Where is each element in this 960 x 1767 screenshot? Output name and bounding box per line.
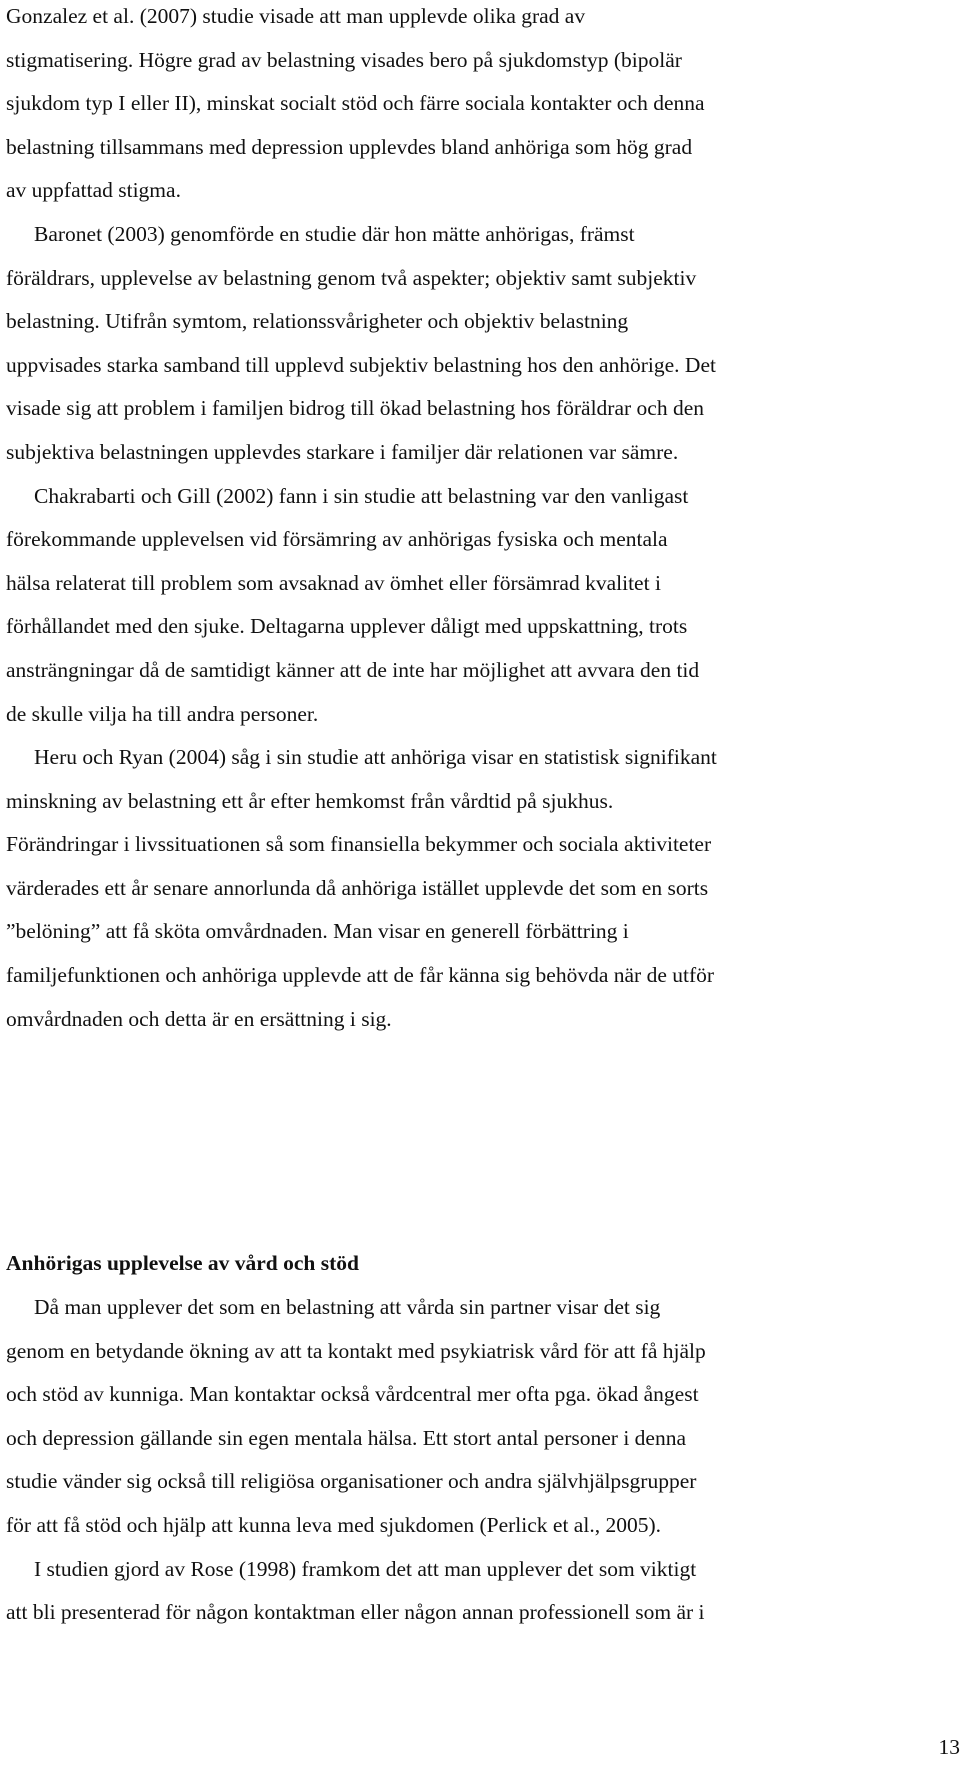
- paragraph-line: belastning. Utifrån symtom, relationssvårigheter och objektiv belastning: [6, 309, 629, 334]
- paragraph-line: stigmatisering. Högre grad av belastning visades bero på sjukdomstyp (bipolär: [6, 47, 682, 72]
- paragraph-line: I studien gjord av Rose (1998) framkom det att man upplever det som viktigt: [34, 1556, 697, 1581]
- section-heading: Anhörigas upplevelse av vård och stöd: [6, 1251, 359, 1275]
- paragraph-line: ”belöning” att få sköta omvårdnaden. Man visar en generell förbättring i: [6, 919, 629, 944]
- paragraph-line: och depression gällande sin egen mentala hälsa. Ett stort antal personer i denna: [6, 1425, 687, 1450]
- paragraph-line: minskning av belastning ett år efter hemkomst från vårdtid på sjukhus.: [6, 788, 614, 813]
- paragraph-line: Då man upplever det som en belastning att vårda sin partner visar det sig: [34, 1295, 661, 1319]
- paragraph-line: förekommande upplevelsen vid försämring av anhörigas fysiska och mentala: [6, 527, 668, 552]
- paragraph-line: att bli presenterad för någon kontaktman eller någon annan professionell som är i: [6, 1600, 705, 1625]
- paragraph-line: av uppfattad stigma.: [6, 178, 181, 203]
- text-block-research: [6, 0, 717, 1041]
- page-number: 13: [938, 1735, 960, 1759]
- paragraph-line: de skulle vilja ha till andra personer.: [6, 701, 319, 726]
- paragraph-line: visade sig att problem i familjen bidrog till ökad belastning hos föräldrar och den: [6, 396, 704, 421]
- paragraph-line: för att få stöd och hjälp att kunna leva med sjukdomen (Perlick et al., 2005).: [6, 1512, 661, 1537]
- text-block-care-support: [6, 1286, 706, 1635]
- paragraph-line: omvårdnaden och detta är en ersättning i sig.: [6, 1006, 392, 1031]
- paragraph-line: hälsa relaterat till problem som avsaknad av ömhet eller försämrad kvalitet i: [6, 570, 661, 595]
- paragraph-line: Baronet (2003) genomförde en studie där hon mätte anhörigas, främst: [34, 221, 635, 246]
- paragraph-line: värderades ett år senare annorlunda då anhöriga istället upplevde det som en sorts: [6, 875, 709, 900]
- paragraph-line: sjukdom typ I eller II), minskat socialt stöd och färre sociala kontakter och denna: [6, 91, 705, 116]
- paragraph-line: och stöd av kunniga. Man kontaktar också vårdcentral mer ofta pga. ökad ångest: [6, 1382, 699, 1407]
- paragraph-line: familjefunktionen och anhöriga upplevde att de får känna sig behövda när de utför: [6, 963, 715, 988]
- paragraph-line: ansträngningar då de samtidigt känner att de inte har möjlighet att avvara den tid: [6, 657, 700, 682]
- paragraph-line: belastning tillsammans med depression upplevdes bland anhöriga som hög grad: [6, 134, 693, 159]
- paragraph-line: förhållandet med den sjuke. Deltagarna upplever dåligt med uppskattning, trots: [6, 614, 688, 639]
- paragraph-line: Heru och Ryan (2004) såg i sin studie att anhöriga visar en statistisk signifikant: [34, 745, 717, 770]
- paragraph-line: genom en betydande ökning av att ta kontakt med psykiatrisk vård för att få hjälp: [6, 1338, 706, 1363]
- paragraph-line: Gonzalez et al. (2007) studie visade att man upplevde olika grad av: [6, 4, 586, 28]
- paragraph-line: studie vänder sig också till religiösa organisationer och andra självhjälpsgrupper: [6, 1469, 697, 1494]
- paragraph-line: subjektiva belastningen upplevdes starkare i familjer där relationen var sämre.: [6, 439, 679, 464]
- paragraph-line: uppvisades starka samband till upplevd subjektiv belastning hos den anhörige. Det: [6, 352, 716, 377]
- paragraph-line: föräldrars, upplevelse av belastning genom två aspekter; objektiv samt subjektiv: [6, 265, 697, 290]
- paragraph-line: Förändringar i livssituationen så som finansiella bekymmer och sociala aktiviteter: [6, 832, 712, 857]
- paragraph-line: Chakrabarti och Gill (2002) fann i sin studie att belastning var den vanligast: [34, 483, 689, 508]
